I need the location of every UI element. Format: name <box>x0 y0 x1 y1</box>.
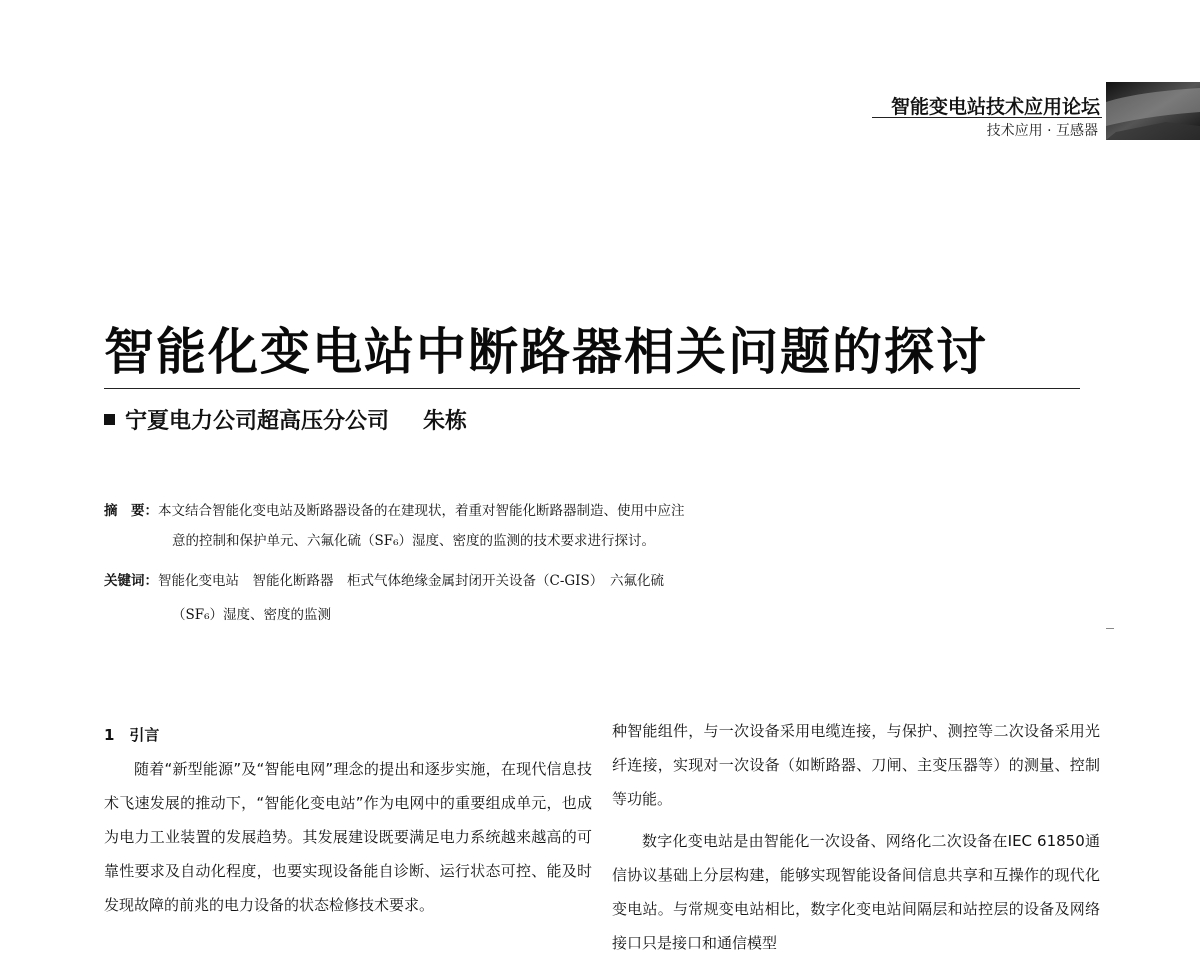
header-decoration-block <box>1106 82 1200 140</box>
author-affiliation: 宁夏电力公司超高压分公司 <box>125 409 390 434</box>
keywords-line-2: （SF₆）湿度、密度的监测 <box>172 607 332 623</box>
title-rule <box>104 388 1080 389</box>
left-column <box>104 718 592 922</box>
intro-paragraph: 随着“新型能源”及“智能电网”理念的提出和逐步实施，在现代信息技术飞速发展的推动下，“智能化变电站”作为电网中的重要组成单元，也成为电力工业装置的发展趋势。其发展建设既要满足电力系统越来越高的可靠性要求及自动化程度，也要实现设备能自诊断、运行状态可控、能及时发现故障的前兆的电力设备的状态检修技术要求。 <box>104 760 592 914</box>
bullet-square-icon <box>104 414 115 425</box>
abstract-label: 摘 要： <box>104 503 158 519</box>
section-heading: 1 引言 <box>104 726 160 744</box>
right-paragraph-1: 种智能组件，与一次设备采用电缆连接，与保护、测控等二次设备采用光纤连接，实现对一次设备（如断路器、刀闸、主变压器等）的测量、控制等功能。 <box>612 722 1100 808</box>
article-title: 智能化变电站中断路器相关问题的探讨 <box>104 322 988 381</box>
header-title: 智能变电站技术应用论坛 <box>890 96 1100 118</box>
abstract-line-1 <box>104 496 685 526</box>
right-paragraph-2: 数字化变电站是由智能化一次设备、网络化二次设备在IEC 61850通信协议基础上分层构建，能够实现智能设备间信息共享和互操作的现代化变电站。与常规变电站相比，数字化变电站间隔层和站控层的设备及网络接口只是接口和通信模型 <box>612 832 1100 952</box>
author-line <box>104 404 467 435</box>
margin-dash <box>1106 628 1114 629</box>
abstract-line-2: 意的控制和保护单元、六氟化硫（SF₆）湿度、密度的监测的技术要求进行探讨。 <box>172 533 656 549</box>
right-column <box>612 714 1100 960</box>
header-subtitle: 技术应用 · 互感器 <box>986 123 1098 139</box>
keywords-label: 关键词： <box>104 573 158 589</box>
header-rule <box>872 117 1102 118</box>
author-name: 朱栋 <box>423 409 468 434</box>
abstract-text-1: 本文结合智能化变电站及断路器设备的在建现状，着重对智能化断路器制造、使用中应注 <box>158 503 685 519</box>
keywords-line-1 <box>104 566 664 596</box>
keywords-text-1: 智能化变电站 智能化断路器 柜式气体绝缘金属封闭开关设备（C-GIS） 六氟化硫 <box>158 573 665 589</box>
